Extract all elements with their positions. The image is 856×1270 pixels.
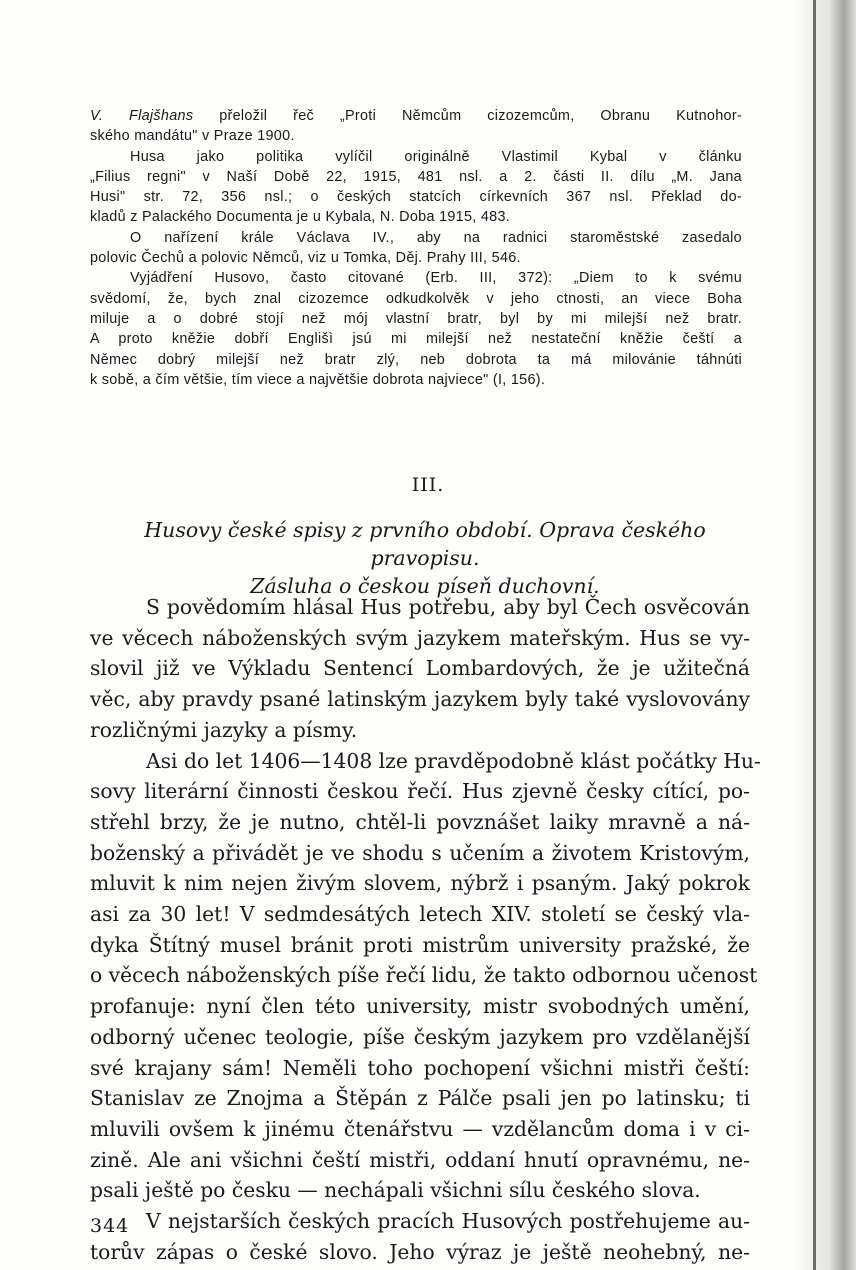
footnote-line: kladů z Palackého Documenta je u Kybala, N. Doba 1915, 483. (90, 209, 511, 226)
footnote-line: O nařízení krále Václava IV., aby na radnici staroměstské zasedalo (130, 229, 742, 246)
footnote-line: „Filius regni" v Naší Době 22, 1915, 481 nsl. a 2. části II. dílu „M. Jana (90, 168, 742, 185)
footnote-line: V. Flajšhans přeložil řeč „Proti Němcům cizozemcům, Obranu Kutnohor- (90, 108, 743, 124)
body-line: střehl brzy, že je nutno, chtěl-li povznášet laiky mravně a ná- (90, 809, 750, 834)
body-line: psali ještě po česku — nechápali všichni sílu českého slova. (90, 1178, 701, 1203)
body-line: sovy literární činnosti českou řečí. Hus zjevně česky cítící, po- (90, 779, 750, 804)
footnote-line: Husa jako politika vylíčil originálně Vlastimil Kybal v článku (130, 148, 742, 165)
body-line: mluvit k nim nejen živým slovem, nýbrž i psaným. Jaký pokrok (90, 871, 750, 896)
body-line: profanuje: nyní člen této university, mistr svobodných umění, (90, 994, 750, 1019)
footnotes-block (90, 106, 742, 390)
body-line: asi za 30 let! V sedmdesátých letech XIV. století se český vla- (90, 902, 750, 927)
footnote-line: miluje a o dobré stojí než mój vlastní bratr, byl by mi milejší než bratr. (90, 310, 742, 327)
footnote-line: Vyjádření Husovo, často citované (Erb. III, 372): „Diem to k svému (130, 270, 742, 287)
body-line: mluvili ovšem k jinému čtenářstvu — vzdělancům doma i v ci- (90, 1116, 750, 1141)
body-line: boženský a přivádět je ve shodu s učením a životem Kristovým, (90, 840, 750, 865)
body-line: dyka Štítný musel bránit proti mistrům university pražské, že (90, 932, 750, 957)
body-line: o věcech náboženských píše řečí lidu, že takto odbornou učenost (90, 963, 758, 988)
footnote-line: ského mandátu" v Praze 1900. (90, 128, 295, 145)
page-gutter-line (813, 0, 816, 1270)
body-line: odborný učenec teologie, píše českým jazykem pro vzdělanější (90, 1024, 750, 1049)
italic-name: V. Flajšhans (90, 108, 194, 124)
body-line: věc, aby pravdy psané latinským jazykem byly také vyslovovány (90, 687, 750, 712)
footnote-line: Husi" str. 72, 356 nsl.; o českých statcích církevních 367 nsl. Překlad do- (90, 189, 742, 206)
page-number: 344 (90, 1215, 130, 1237)
body-text (90, 592, 761, 1267)
body-line: Asi do let 1406—1408 lze pravděpodobně klást počátky Hu- (146, 748, 761, 773)
body-line: S povědomím hlásal Hus potřebu, aby byl Čech osvěcován (146, 595, 750, 619)
footnote-line: svědomí, že, bych znal cizozemce odkudkolvěk v jeho ctnosti, an viece Boha (90, 290, 742, 307)
body-line: rozličnými jazyky a písmy. (90, 717, 358, 742)
body-line: torův zápas o české slovo. Jeho výraz je ještě neohebný, ne- (90, 1239, 750, 1264)
footnote-line: A proto kněžie dobří Englišì jsú mi milejší než nestateční kněžie čeští a (90, 331, 742, 348)
chapter-title (90, 516, 760, 600)
body-line: V nejstarších českých pracích Husových postřehujeme au- (146, 1209, 750, 1234)
footnote-line: k sobě, a čím většie, tím viece a najvětšie dobrota najviece" (I, 156). (90, 371, 546, 388)
chapter-number: III. (411, 474, 445, 496)
chapter-title-line: Husovy české spisy z prvního období. Oprava českého pravopisu. (144, 518, 706, 570)
body-line: slovil již ve Výkladu Sentencí Lombardových, že je užitečná (90, 656, 750, 681)
body-line: Stanislav ze Znojma a Štěpán z Pálče psali jen po latinsku; ti (90, 1086, 750, 1111)
body-line: své krajany sám! Neměli toho pochopení všichni mistři čeští: (90, 1055, 750, 1080)
chapter-title-line: Zásluha o českou píseň duchovní. (250, 574, 600, 598)
body-line: zině. Ale ani všichni čeští mistři, oddaní hnutí opravnému, ne- (90, 1147, 750, 1172)
body-line: ve věcech náboženských svým jazykem mateřským. Hus se vy- (90, 625, 750, 650)
footnote-line: polovic Čechů a polovic Němců, viz u Tomka, Děj. Prahy III, 546. (90, 250, 521, 267)
page-gutter-shadow (796, 0, 856, 1270)
footnote-line: Němec dobrý milejší než bratr zlý, neb dobrota ta má milovánie táhnúti (90, 351, 742, 368)
